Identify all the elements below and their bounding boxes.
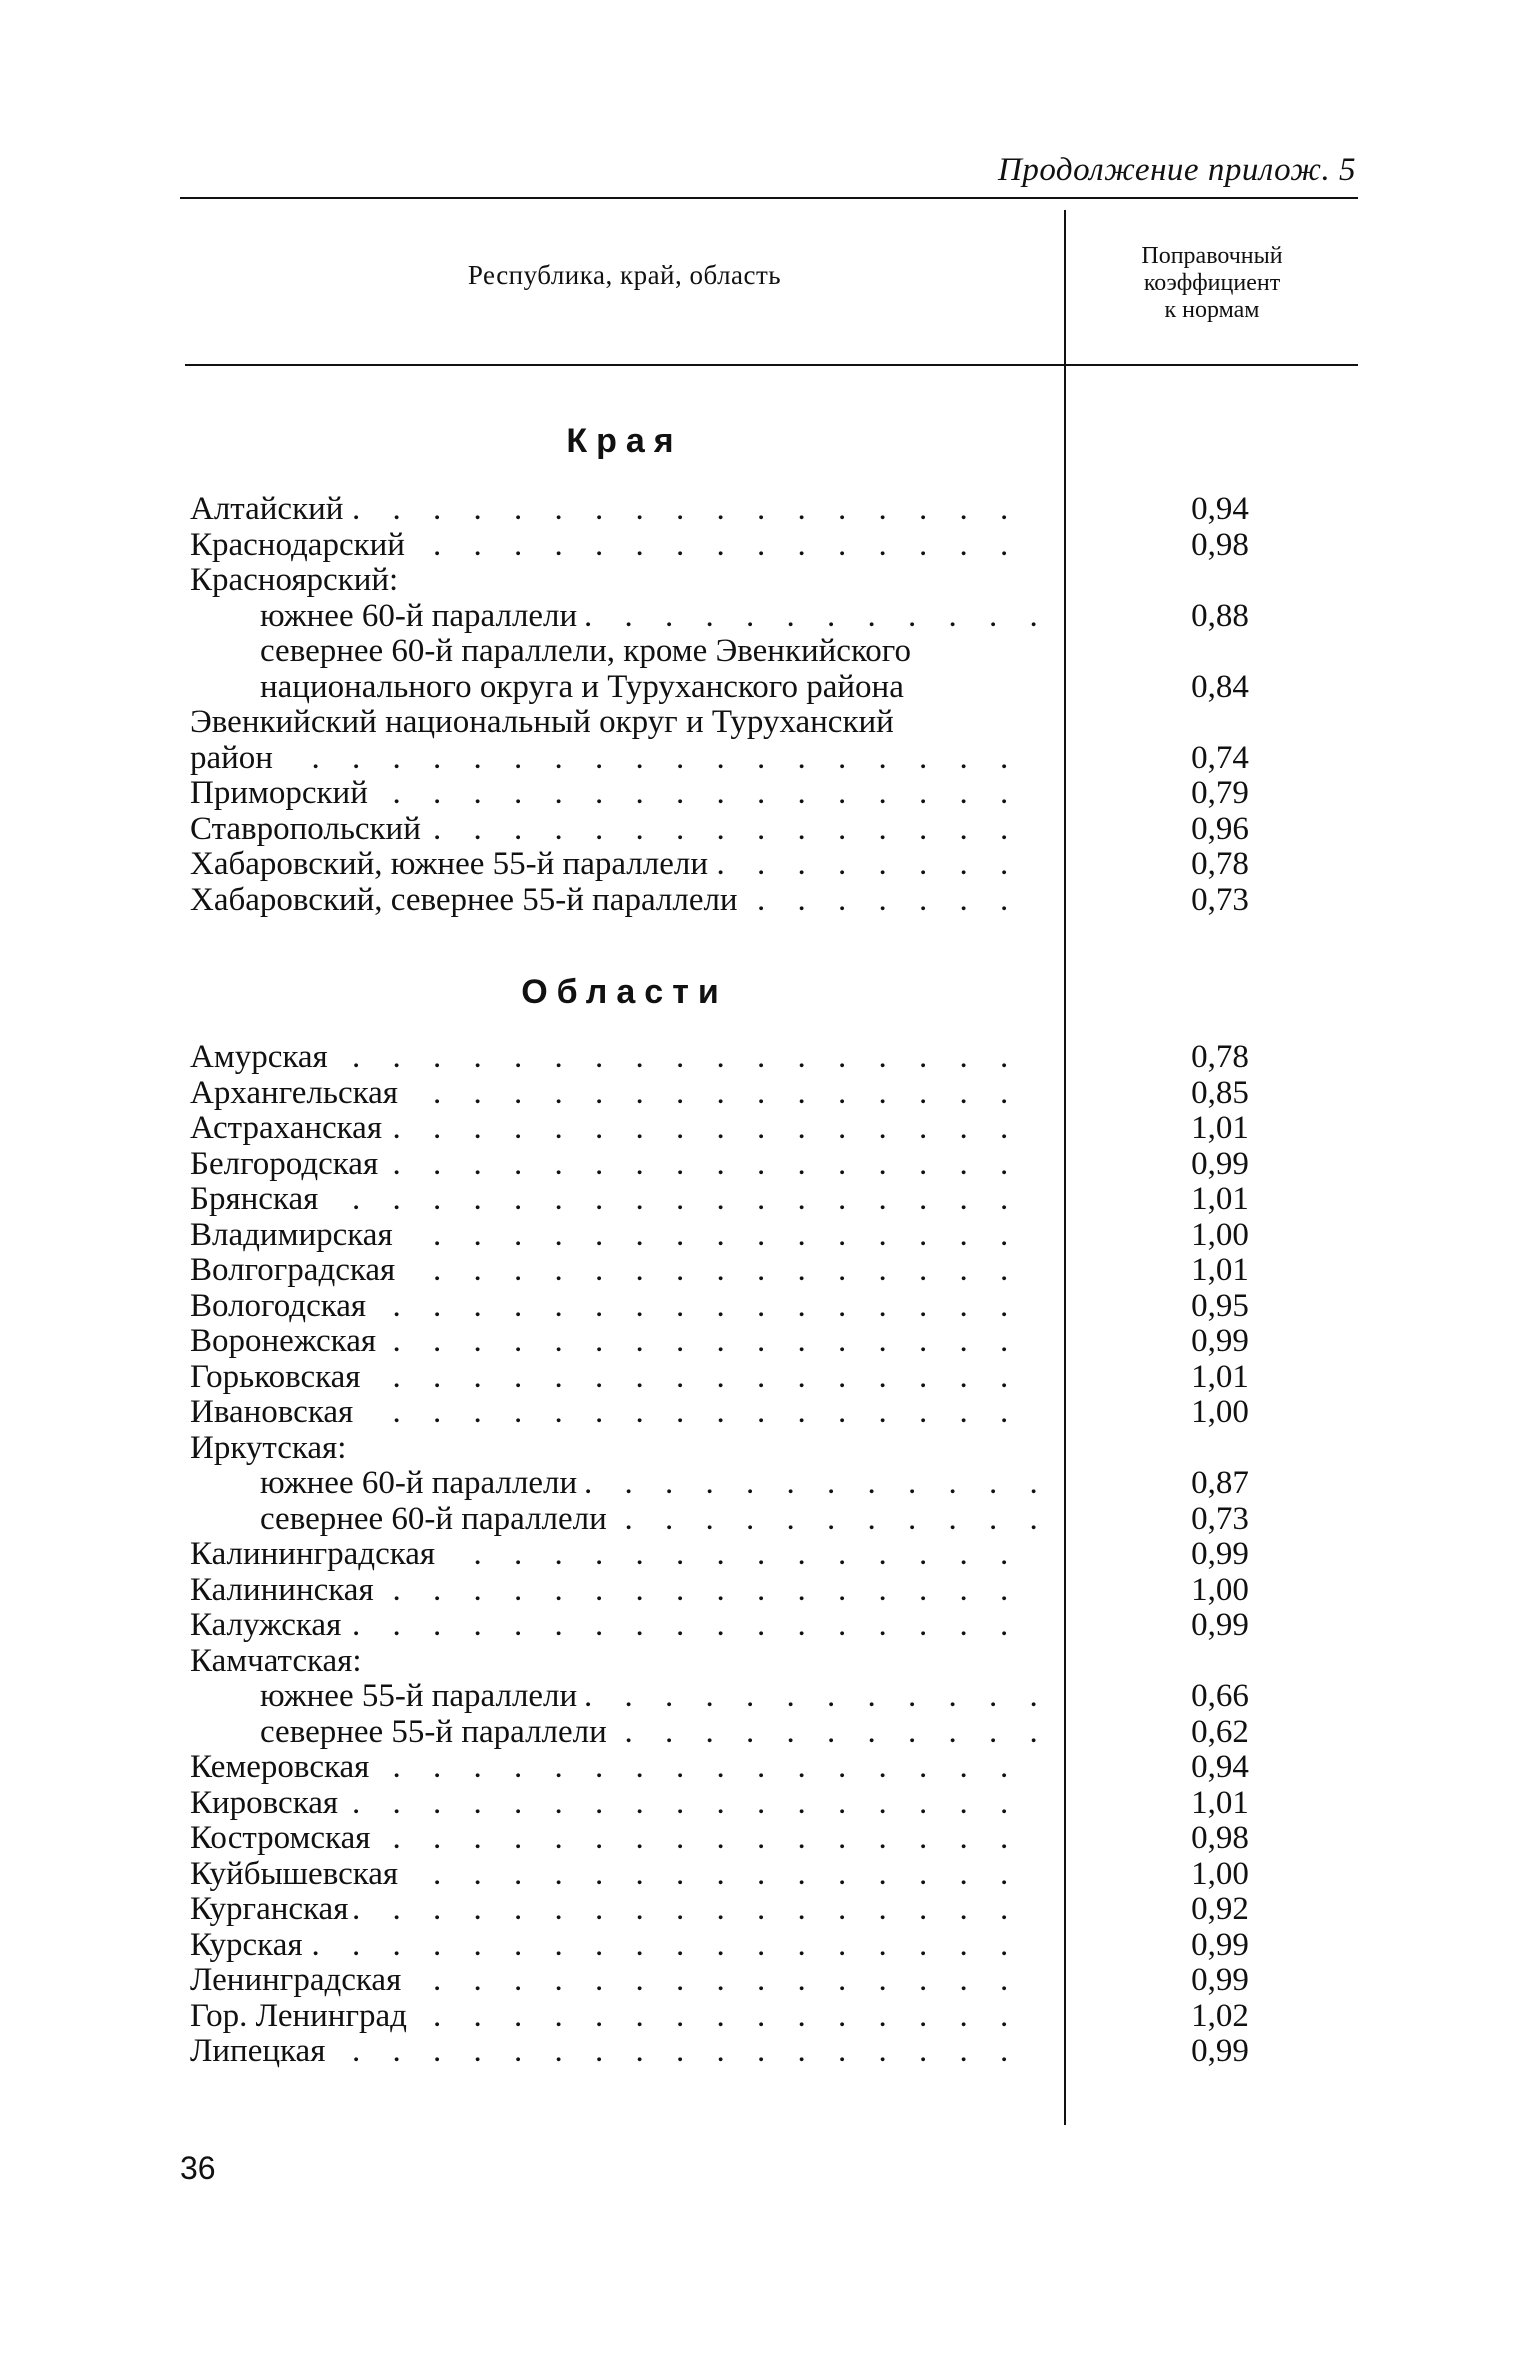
row-coefficient: 0,99 xyxy=(1191,1607,1249,1643)
column-header-coefficient xyxy=(1066,243,1358,324)
row-label-text: Алтайский xyxy=(190,492,349,527)
row-coefficient: 0,78 xyxy=(1191,846,1249,882)
row-label-text: Калининградская xyxy=(190,1537,441,1572)
row-label xyxy=(190,1040,1040,1076)
row-label-text: Ивановская xyxy=(190,1395,359,1430)
row-coefficient: 0,66 xyxy=(1191,1678,1249,1714)
row-label-text: Гор. Ленинград xyxy=(190,1999,413,2034)
row-label xyxy=(190,492,1040,528)
row-label-text: Приморский xyxy=(190,776,374,811)
table-row xyxy=(190,1289,1358,1325)
row-label-text: Воронежская xyxy=(190,1324,382,1359)
table-row xyxy=(190,1502,1358,1538)
row-label xyxy=(260,670,1040,706)
row-label xyxy=(190,1076,1040,1112)
row-coefficient: 0,94 xyxy=(1191,1749,1249,1785)
row-coefficient: 0,73 xyxy=(1191,1500,1249,1537)
table-row xyxy=(190,1928,1358,1964)
row-coefficient: 0,74 xyxy=(1191,739,1249,776)
row-label xyxy=(260,634,1040,670)
row-label xyxy=(260,1502,1040,1538)
table-row xyxy=(190,1786,1358,1822)
header-line: к нормам xyxy=(1164,297,1260,323)
row-label-text: южнее 55-й параллели xyxy=(260,1679,583,1714)
table-row xyxy=(190,741,1358,777)
table-row xyxy=(190,1324,1358,1360)
row-label xyxy=(190,741,1040,777)
row-label-text: Горьковская xyxy=(190,1360,366,1395)
table-row xyxy=(190,1218,1358,1254)
row-label-text: Кировская xyxy=(190,1786,344,1821)
row-label xyxy=(190,1111,1040,1147)
row-label-text: южнее 60-й параллели xyxy=(260,1466,583,1501)
row-coefficient: 0,79 xyxy=(1191,775,1249,811)
row-label-text: Куйбышевская xyxy=(190,1857,404,1892)
table-row xyxy=(190,1537,1358,1573)
row-label xyxy=(190,563,1040,599)
row-label xyxy=(190,1892,1040,1928)
table-row xyxy=(190,1147,1358,1183)
row-label xyxy=(190,1857,1040,1893)
page-number: 36 xyxy=(180,2150,216,2186)
section-rows-oblasti xyxy=(190,1040,1358,2070)
row-label xyxy=(190,1253,1040,1289)
row-label xyxy=(190,1537,1040,1573)
row-label-text: Хабаровский, севернее 55-й параллели xyxy=(190,883,744,918)
row-coefficient: 1,01 xyxy=(1191,1784,1249,1821)
table-row xyxy=(190,705,1358,741)
section-rows-kraya xyxy=(190,492,1358,918)
row-coefficient: 1,00 xyxy=(1191,1571,1249,1608)
row-coefficient: 1,01 xyxy=(1191,1181,1249,1217)
header-line: Поправочный xyxy=(1141,243,1283,269)
row-label-text: Волгоградская xyxy=(190,1253,401,1288)
row-coefficient: 1,00 xyxy=(1191,1394,1249,1430)
table-row xyxy=(190,1431,1358,1467)
row-label xyxy=(190,2034,1040,2070)
row-coefficient: 1,00 xyxy=(1191,1855,1249,1892)
row-label xyxy=(190,812,1040,848)
row-label-text: Курганская xyxy=(190,1892,354,1927)
row-label xyxy=(190,705,1040,741)
table-row xyxy=(190,1999,1358,2035)
row-label xyxy=(190,1786,1040,1822)
row-label xyxy=(190,1608,1040,1644)
row-label xyxy=(190,1395,1040,1431)
row-label-text: Астраханская xyxy=(190,1111,388,1146)
row-label xyxy=(190,847,1040,883)
row-label-text: севернее 60-й параллели, кроме Эвенкийского xyxy=(260,634,917,669)
row-label xyxy=(190,528,1040,564)
table-row xyxy=(190,1360,1358,1396)
row-coefficient: 1,00 xyxy=(1191,1216,1249,1253)
table-row xyxy=(190,1608,1358,1644)
row-coefficient: 0,92 xyxy=(1191,1891,1249,1927)
table-row xyxy=(190,1892,1358,1928)
table-row xyxy=(190,1715,1358,1751)
row-coefficient: 0,84 xyxy=(1191,668,1249,705)
table-row xyxy=(190,883,1358,919)
row-label-text: Эвенкийский национальный округ и Туруханский xyxy=(190,705,900,740)
row-label-text: Курская xyxy=(190,1928,309,1963)
row-label-text: Камчатская: xyxy=(190,1644,368,1679)
table-row xyxy=(190,670,1358,706)
row-label xyxy=(190,1750,1040,1786)
row-coefficient: 0,88 xyxy=(1191,597,1249,634)
row-label-text: Хабаровский, южнее 55-й параллели xyxy=(190,847,714,882)
row-label-text: национального округа и Туруханского района xyxy=(260,670,910,705)
table-row xyxy=(190,1076,1358,1112)
row-label xyxy=(260,1679,1040,1715)
row-label-text: Архангельская xyxy=(190,1076,404,1111)
table-row xyxy=(190,1750,1358,1786)
table-row xyxy=(190,634,1358,670)
table-row xyxy=(190,1857,1358,1893)
row-label xyxy=(190,776,1040,812)
row-label xyxy=(190,1431,1040,1467)
row-coefficient: 0,99 xyxy=(1191,1323,1249,1359)
row-coefficient: 0,98 xyxy=(1191,526,1249,563)
row-label-text: Владимирская xyxy=(190,1218,399,1253)
row-label-text: Кемеровская xyxy=(190,1750,375,1785)
column-header-region: Республика, край, область xyxy=(467,260,782,290)
table-row xyxy=(190,599,1358,635)
row-label xyxy=(190,883,1040,919)
row-label-text: Брянская xyxy=(190,1182,324,1217)
row-label-text: Краснодарский xyxy=(190,528,411,563)
row-label-text: Костромская xyxy=(190,1821,376,1856)
table-row xyxy=(190,776,1358,812)
section-title-oblasti: Области xyxy=(521,973,728,1011)
row-label xyxy=(190,1644,1040,1680)
row-coefficient: 0,99 xyxy=(1191,2033,1249,2069)
row-coefficient: 0,73 xyxy=(1191,881,1249,918)
row-label xyxy=(190,1324,1040,1360)
row-label xyxy=(260,1466,1040,1502)
table-row xyxy=(190,2034,1358,2070)
table-row xyxy=(190,563,1358,599)
row-label xyxy=(190,1360,1040,1396)
row-label xyxy=(190,1147,1040,1183)
table-row xyxy=(190,1573,1358,1609)
row-coefficient: 0,99 xyxy=(1191,1536,1249,1572)
row-label-text: Ставропольский xyxy=(190,812,427,847)
table-row xyxy=(190,1111,1358,1147)
row-label xyxy=(260,1715,1040,1751)
row-coefficient: 1,01 xyxy=(1191,1358,1249,1395)
row-label xyxy=(190,1999,1040,2035)
row-label-text: Амурская xyxy=(190,1040,334,1075)
row-label-text: южнее 60-й параллели xyxy=(260,599,583,634)
row-label xyxy=(190,1821,1040,1857)
row-label-text: Калужская xyxy=(190,1608,347,1643)
top-rule xyxy=(180,197,1358,199)
row-coefficient: 1,01 xyxy=(1191,1252,1249,1288)
page-continuation-title: Продолжение прилож. 5 xyxy=(998,152,1356,188)
table-row xyxy=(190,528,1358,564)
row-coefficient: 0,78 xyxy=(1191,1039,1249,1075)
row-coefficient: 0,99 xyxy=(1191,1145,1249,1182)
row-coefficient: 0,87 xyxy=(1191,1465,1249,1501)
row-coefficient: 1,01 xyxy=(1191,1110,1249,1146)
row-label xyxy=(190,1289,1040,1325)
section-title-kraya: Края xyxy=(566,422,683,460)
table-row xyxy=(190,1821,1358,1857)
row-label xyxy=(190,1963,1040,1999)
row-label xyxy=(260,599,1040,635)
row-label-text: Калининская xyxy=(190,1573,380,1608)
table-row xyxy=(190,1963,1358,1999)
row-coefficient: 0,96 xyxy=(1191,810,1249,847)
row-label-text: Иркутская: xyxy=(190,1431,352,1466)
row-coefficient: 0,94 xyxy=(1191,491,1249,527)
table-row xyxy=(190,1395,1358,1431)
row-label-text: севернее 55-й параллели xyxy=(260,1715,613,1750)
row-coefficient: 1,02 xyxy=(1191,1997,1249,2034)
row-label xyxy=(190,1573,1040,1609)
row-coefficient: 0,95 xyxy=(1191,1287,1249,1324)
table-row xyxy=(190,1040,1358,1076)
row-label xyxy=(190,1928,1040,1964)
row-coefficient: 0,99 xyxy=(1191,1962,1249,1998)
table-row xyxy=(190,812,1358,848)
row-coefficient: 0,62 xyxy=(1191,1713,1249,1750)
header-rule xyxy=(185,364,1358,366)
row-label-text: Липецкая xyxy=(190,2034,331,2069)
table-row xyxy=(190,1182,1358,1218)
row-coefficient: 0,99 xyxy=(1191,1926,1249,1963)
table-row xyxy=(190,1679,1358,1715)
row-label-text: Вологодская xyxy=(190,1289,372,1324)
row-coefficient: 0,85 xyxy=(1191,1074,1249,1111)
table-row xyxy=(190,492,1358,528)
table-row xyxy=(190,1253,1358,1289)
row-label-text: Белгородская xyxy=(190,1147,384,1182)
header-line: коэффициент xyxy=(1143,270,1281,296)
table-row xyxy=(190,1466,1358,1502)
row-label xyxy=(190,1218,1040,1254)
table-row xyxy=(190,847,1358,883)
table-row xyxy=(190,1644,1358,1680)
row-label xyxy=(190,1182,1040,1218)
row-coefficient: 0,98 xyxy=(1191,1820,1249,1856)
row-label-text: Красноярский: xyxy=(190,563,404,598)
row-label-text: Ленинградская xyxy=(190,1963,407,1998)
row-label-text: севернее 60-й параллели xyxy=(260,1502,613,1537)
row-label-text: район xyxy=(190,741,279,776)
